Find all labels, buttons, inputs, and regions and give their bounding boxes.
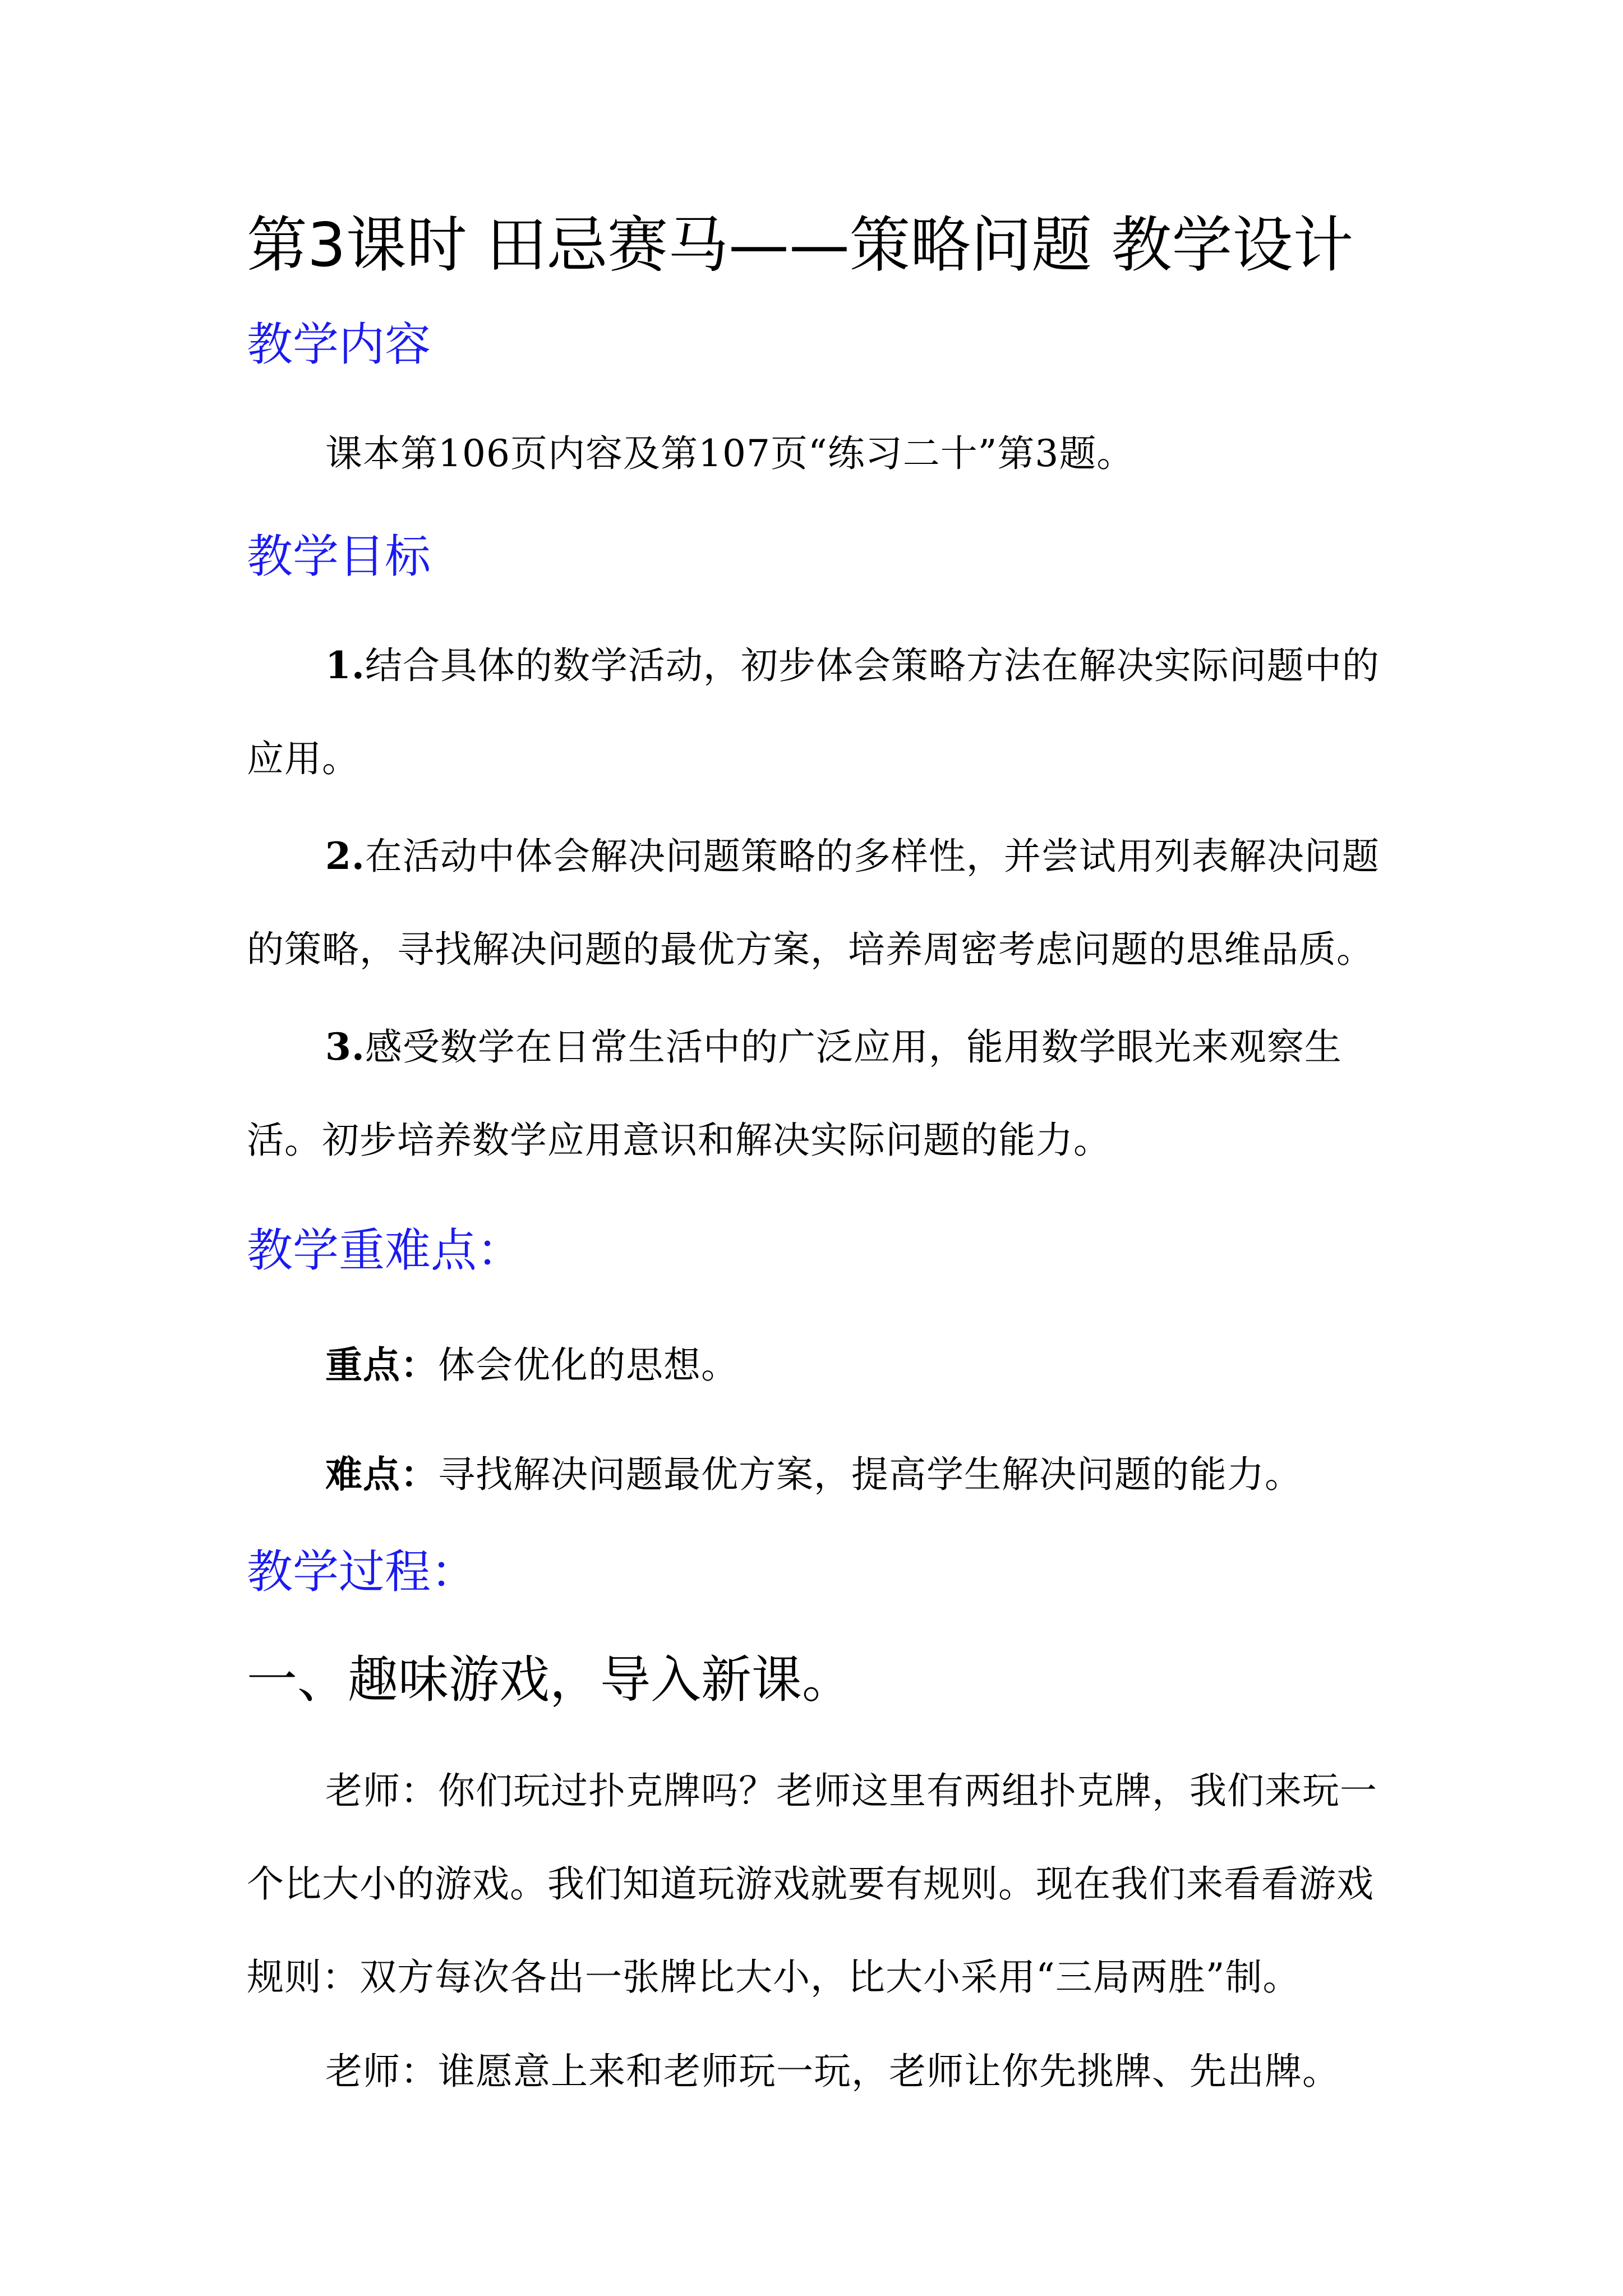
goal-item-2 — [247, 809, 1380, 996]
teaching-content-text: 课本第106页内容及第107页“练习二十”第3题。 — [325, 432, 1135, 475]
goal-number: 3. — [325, 1025, 365, 1069]
page-title: 第3课时 田忌赛马——策略问题 教学设计 — [247, 210, 1354, 280]
process-paragraph-1: 老师：你们玩过扑克牌吗？老师这里有两组扑克牌，我们来玩一个比大小的游戏。我们知道玩游戏就要有规则。现在我们来看看游戏规则：双方每次各出一张牌比大小，比大小采用“三局两胜”制。 — [247, 1769, 1377, 1999]
key-point-text: 体会优化的思想。 — [438, 1343, 739, 1387]
goal-item-1 — [247, 619, 1380, 806]
goal-text: 感受数学在日常生活中的广泛应用，能用数学眼光来观察生活。初步培养数学应用意识和解决实际问题的能力。 — [247, 1025, 1342, 1162]
heading-teaching-content: 教学内容 — [247, 318, 431, 371]
difficult-point-label: 难点： — [325, 1452, 438, 1496]
goal-text: 结合具体的数学活动，初步体会策略方法在解决实际问题中的应用。 — [247, 644, 1380, 780]
goal-number: 1. — [325, 643, 365, 687]
heading-teaching-process: 教学过程： — [247, 1545, 477, 1599]
key-point-line — [247, 1318, 1380, 1412]
difficult-point-text: 寻找解决问题最优方案，提高学生解决问题的能力。 — [438, 1453, 1302, 1496]
goal-item-3 — [247, 1000, 1380, 1187]
heading-key-points: 教学重难点： — [247, 1224, 523, 1277]
difficult-point-line — [247, 1428, 1380, 1521]
goal-text: 在活动中体会解决问题策略的多样性，并尝试用列表解决问题的策略，寻找解决问题的最优方案，培养周密考虑问题的思维品质。 — [247, 835, 1380, 971]
key-point-label: 重点： — [325, 1343, 438, 1387]
heading-teaching-goals: 教学目标 — [247, 530, 431, 583]
part-one-heading: 一、趣味游戏，导入新课。 — [247, 1650, 852, 1709]
process-paragraph-2: 老师：谁愿意上来和老师玩一玩，老师让你先挑牌、先出牌。 — [325, 2050, 1340, 2093]
goal-number: 2. — [325, 834, 365, 878]
